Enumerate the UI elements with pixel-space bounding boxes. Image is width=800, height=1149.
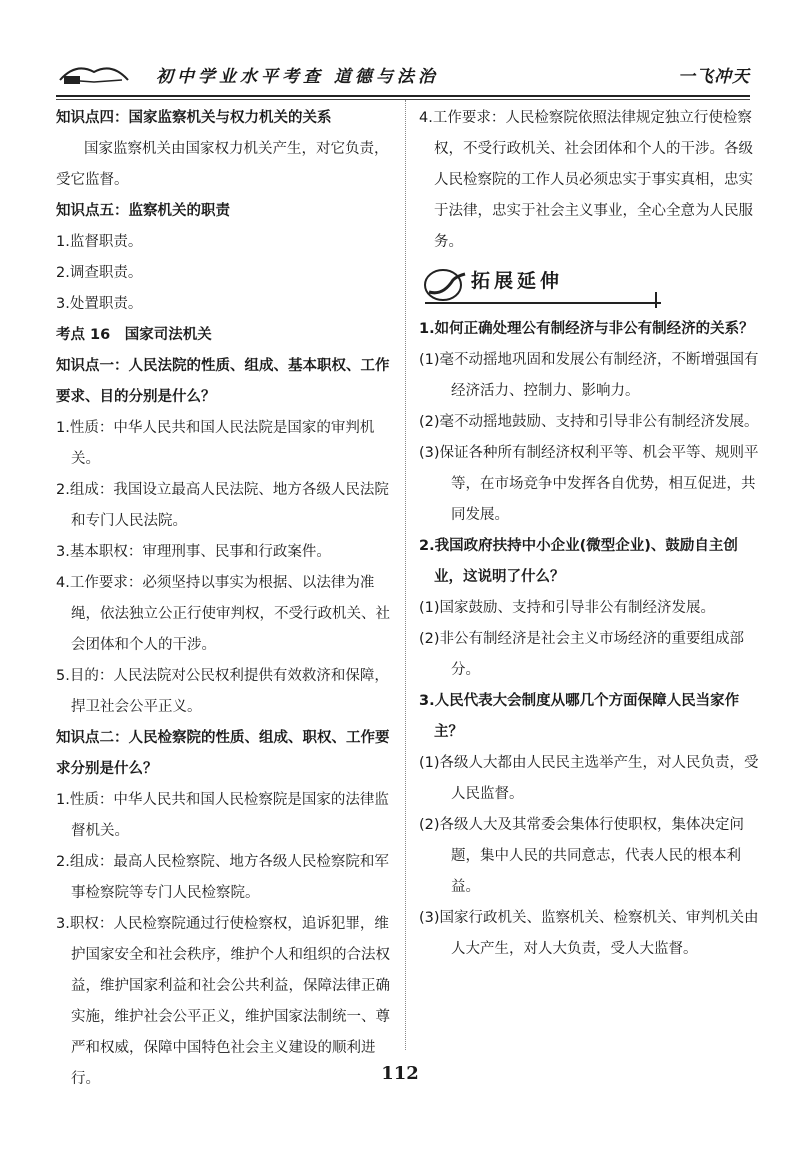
- question-1: 1.如何正确处理公有制经济与非公有制经济的关系？: [419, 321, 754, 337]
- knowledge-point-4-body: 国家监察机关由国家权力机关产生，对它负责，受它监督。: [56, 141, 389, 188]
- book-logo-icon: [56, 58, 132, 86]
- list-item: 5.目的：人民法院对公民权利提供有效救济和保障，捍卫社会公平正义。: [56, 668, 389, 715]
- list-item: 1.性质：中华人民共和国人民检察院是国家的法律监督机关。: [56, 792, 389, 839]
- header-brand: 一飞冲天: [678, 67, 750, 87]
- list-item: 2.调查职责。: [56, 265, 143, 281]
- knowledge-point-4-heading: 知识点四：国家监察机关与权力机关的关系: [56, 110, 332, 126]
- list-item: 3.职权：人民检察院通过行使检察权，追诉犯罪，维护国家安全和社会秩序，维护个人和组织的合法权益，维护国家利益和社会公共利益，保障法律正确实施，维护社会公平正义，维护国家法制统一、尊严和权威，保障中国特色社会主义建设的顺利进行。: [56, 916, 390, 1087]
- answer-item: (1)各级人大都由人民民主选举产生，对人民负责，受人民监督。: [419, 755, 759, 802]
- answer-item: (2)非公有制经济是社会主义市场经济的重要组成部分。: [419, 631, 745, 678]
- answer-item: (1)毫不动摇地巩固和发展公有制经济，不断增强国有经济活力、控制力、影响力。: [419, 352, 759, 399]
- answer-item: (3)国家行政机关、监察机关、检察机关、审判机关由人大产生，对人大负责，受人大监督。: [419, 910, 759, 957]
- list-item: 4.工作要求：人民检察院依照法律规定独立行使检察权，不受行政机关、社会团体和个人的干涉。各级人民检察院的工作人员必须忠实于事实真相，忠实于法律，忠实于社会主义事业，全心全意为人民服务。: [419, 110, 753, 250]
- list-item: 3.处置职责。: [56, 296, 143, 312]
- answer-item: (3)保证各种所有制经济权利平等、机会平等、规则平等，在市场竞争中发挥各自优势，相互促进，共同发展。: [419, 445, 759, 523]
- knowledge-point-2-heading: 知识点二：人民检察院的性质、组成、职权、工作要求分别是什么？: [56, 730, 390, 777]
- question-3: 3.人民代表大会制度从哪几个方面保障人民当家作主？: [419, 693, 740, 740]
- answer-item: (1)国家鼓励、支持和引导非公有制经济发展。: [419, 600, 716, 616]
- header-rule: [56, 95, 750, 97]
- page-header: [38, 52, 768, 102]
- banner-title: 拓展延伸: [471, 270, 564, 292]
- question-2: 2.我国政府扶持中小企业(微型企业)、鼓励自主创业，这说明了什么？: [419, 538, 738, 585]
- knowledge-point-1-heading: 知识点一：人民法院的性质、组成、基本职权、工作要求、目的分别是什么？: [56, 358, 390, 405]
- banner-end-mark: [655, 292, 657, 308]
- header-title: 初中学业水平考查 道德与法治: [156, 67, 439, 87]
- list-item: 2.组成：最高人民检察院、地方各级人民检察院和军事检察院等专门人民检察院。: [56, 854, 389, 901]
- knowledge-point-5-heading: 知识点五：监察机关的职责: [56, 203, 230, 219]
- list-item: 1.性质：中华人民共和国人民法院是国家的审判机关。: [56, 420, 375, 467]
- header-rule-thin: [56, 99, 750, 100]
- list-item: 4.工作要求：必须坚持以事实为根据、以法律为准绳，依法独立公正行使审判权，不受行政机关、社会团体和个人的干涉。: [56, 575, 390, 653]
- list-item: 2.组成：我国设立最高人民法院、地方各级人民法院和专门人民法院。: [56, 482, 389, 529]
- answer-item: (2)各级人大及其常委会集体行使职权，集体决定问题，集中人民的共同意志，代表人民的根本利益。: [419, 817, 745, 895]
- extension-banner: [419, 262, 765, 308]
- banner-underline: [425, 302, 661, 304]
- exam-point-16-heading: 考点 16 国家司法机关: [56, 327, 212, 343]
- page-number: 112: [381, 1063, 419, 1084]
- list-item: 3.基本职权：审理刑事、民事和行政案件。: [56, 544, 331, 560]
- column-divider: [405, 100, 406, 1050]
- right-column: [419, 103, 765, 965]
- left-column: [56, 103, 402, 1095]
- list-item: 1.监督职责。: [56, 234, 143, 250]
- swoosh-icon: [421, 266, 469, 304]
- answer-item: (2)毫不动摇地鼓励、支持和引导非公有制经济发展。: [419, 414, 759, 430]
